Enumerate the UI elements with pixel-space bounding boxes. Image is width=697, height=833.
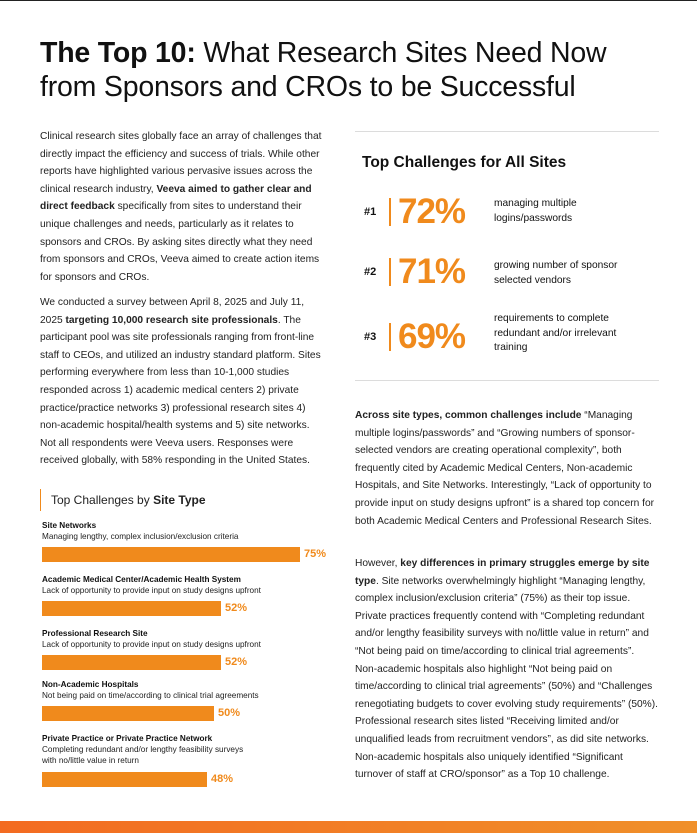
site-type-challenge: Lack of opportunity to provide input on study designs upfront — [42, 586, 261, 595]
site-type-heading — [40, 489, 206, 511]
site-type-bar — [42, 772, 207, 787]
stat-2-percent: 71% — [398, 252, 466, 291]
stat-1-percent: 72% — [398, 192, 466, 231]
site-type-challenge: Managing lengthy, complex inclusion/exclusion criteria — [42, 532, 239, 541]
site-type-value: 52% — [225, 602, 248, 614]
all-sites-title: Top Challenges for All Sites — [362, 154, 567, 171]
across-text: “Managing multiple logins/passwords” and “Growing numbers of sponsor-selected vendors are creating operational complexity”, both frequently cited by Academic Medical Centers, Non-academic Hospitals, and Site Networks. Interestingly, “Lack of opportunity to provide input on study designs upfront” is a shared top concern for both Academic Medical Centers and Professional Research Sites. — [355, 410, 655, 527]
intro-bold: Veeva aimed to gather clear and direct feedback — [40, 183, 312, 213]
site-type-bar — [42, 655, 221, 670]
site-type-bar — [42, 547, 300, 562]
across-bold: Across site types, common challenges include — [355, 410, 582, 421]
survey-paragraph — [40, 294, 328, 470]
however-paragraph — [355, 555, 659, 784]
page-title — [40, 36, 660, 104]
rank-2: #2 — [364, 266, 377, 278]
site-type-challenge: Completing redundant and/or lengthy feasibility surveys with no/little value in return — [42, 745, 244, 765]
site-type-name: Professional Research Site — [42, 629, 148, 638]
footer-accent-bar — [0, 821, 697, 833]
site-type-bar — [42, 706, 214, 721]
intro-text-2: specifically from sites to understand their unique challenges and needs, particularly as it relates to sponsors and CROs. By asking sites directly what they need from sponsors and CROs, Veeva aimed to create action items for sponsors and CROs. — [40, 201, 320, 283]
site-type-item — [42, 679, 342, 701]
survey-text-1: We conducted a survey between April 8, 2025 and July 11, 2025 — [40, 297, 305, 326]
stat-3-label: requirements to complete redundant and/or irrelevant training — [494, 313, 617, 353]
intro-text-1: Clinical research sites globally face an array of challenges that directly impact the efficiency and success of trials. While other reports have highlighted various pervasive issues across the clinical research industry, — [40, 131, 322, 195]
site-type-heading-bold: Site Type — [153, 493, 206, 507]
rank-3-divider — [389, 323, 391, 351]
site-type-heading-prefix: Top Challenges by — [51, 493, 154, 507]
however-bold: key differences in primary struggles emerge by site type — [355, 558, 650, 587]
site-type-value: 48% — [211, 773, 234, 785]
survey-bold: targeting 10,000 research site professionals — [65, 314, 278, 326]
site-type-item — [42, 574, 342, 596]
however-text-1: However, — [355, 558, 401, 569]
across-paragraph — [355, 407, 659, 530]
stat-1-label: managing multiple logins/passwords — [494, 198, 577, 224]
site-type-value: 52% — [225, 656, 248, 668]
title-bold: The Top 10: — [40, 37, 196, 69]
rank-3: #3 — [364, 331, 377, 343]
site-type-bar — [42, 601, 221, 616]
site-type-value: 75% — [304, 548, 327, 560]
stat-3-percent: 69% — [398, 317, 466, 356]
divider-bottom — [355, 380, 659, 381]
survey-text-2: . The participant pool was site professionals ranging from front-line staff to CEOs, and utilized an industry standard platform. Sites performing everywhere from less than 10-1,000 studies responded across 1) academic medical centers 2) private practice/practice networks 3) professional research sites 4) non-academic hospital/health systems and 5) site networks. Not all respondents were Veeva users. Responses were received globally, with 58% responding in the United States. — [40, 314, 321, 467]
site-type-item — [42, 733, 342, 766]
site-type-name: Academic Medical Center/Academic Health System — [42, 575, 241, 584]
rank-2-divider — [389, 258, 391, 286]
title-rest: What Research Sites Need Now from Sponsors and CROs to be Successful — [40, 37, 607, 103]
site-type-item — [42, 520, 342, 542]
top-border — [0, 0, 697, 1]
site-type-name: Non-Academic Hospitals — [42, 680, 139, 689]
site-type-name: Site Networks — [42, 521, 97, 530]
site-type-challenge: Lack of opportunity to provide input on study designs upfront — [42, 640, 261, 649]
stat-2-label: growing number of sponsor selected vendors — [494, 260, 618, 286]
rank-1-divider — [389, 198, 391, 226]
site-type-value: 50% — [218, 707, 241, 719]
site-type-item — [42, 628, 342, 650]
divider-top — [355, 131, 659, 132]
intro-paragraph — [40, 128, 328, 286]
rank-1: #1 — [364, 206, 377, 218]
site-type-challenge: Not being paid on time/according to clinical trial agreements — [42, 691, 259, 700]
site-type-name: Private Practice or Private Practice Network — [42, 734, 213, 743]
however-text-2: . Site networks overwhelmingly highlight “Managing lengthy, complex inclusion/exclusion criteria” (75%) as their top issue. Private practices frequently contend with “Completing redundant and/or lengthy feasibility surveys with no/little value in return” and “Not being paid on time/according to clinical trial agreements”. Non-academic hospitals also highlight “Not being paid on time/according to clinical trial agreements” (50%) and “Challenges renegotiating budgets to cover evolving study requirements” (50%). Professional research sites listed “Receiving limited and/or unqualified leads from recruitment vendors”, as did site networks. Non-academic hospitals also uniquely identified “Significant turnover of staff at CRO/sponsor” as a Top 10 challenge. — [355, 575, 658, 781]
